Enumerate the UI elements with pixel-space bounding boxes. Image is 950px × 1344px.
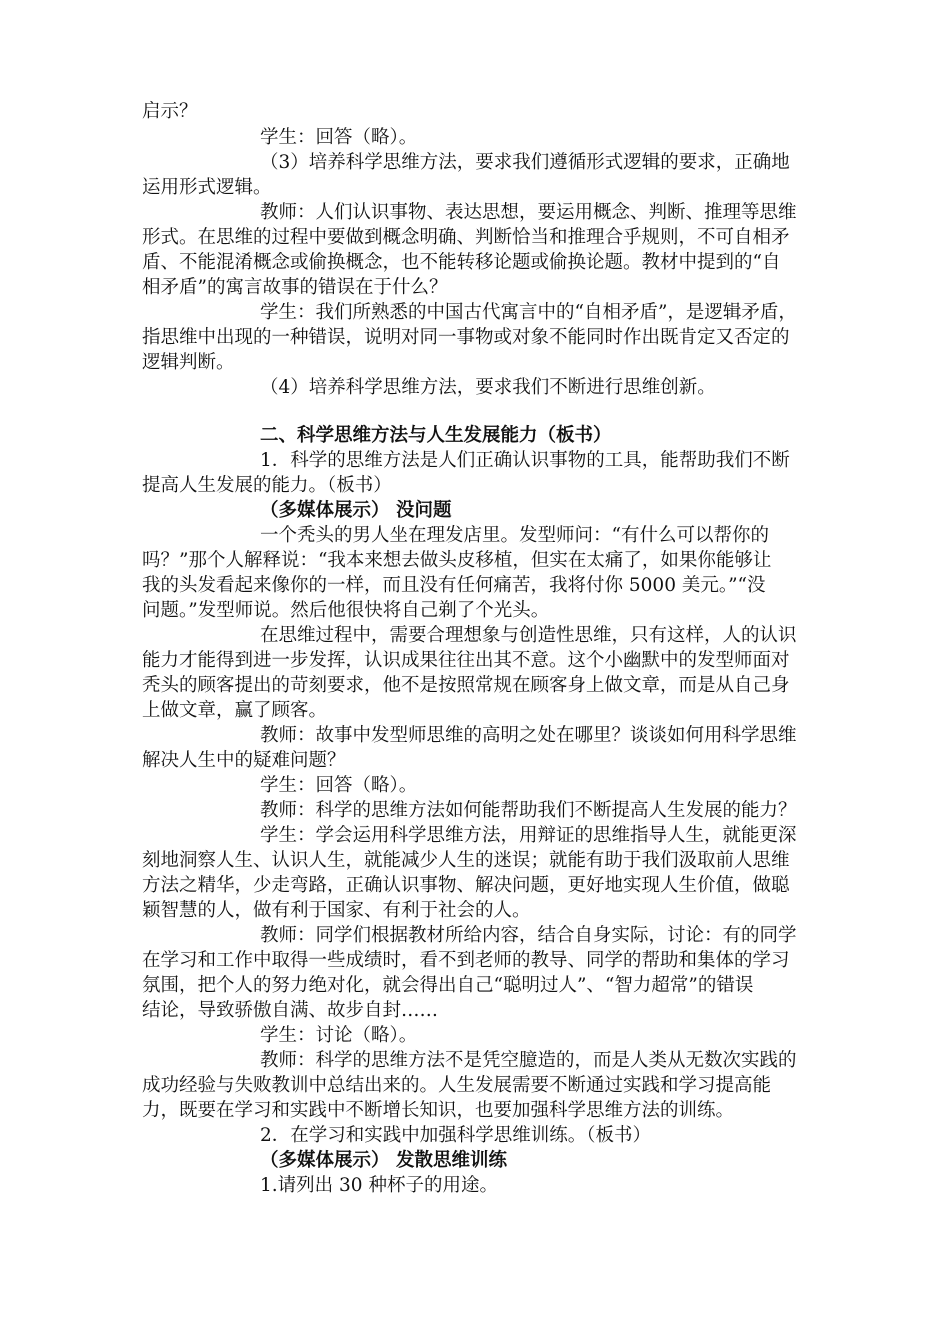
text-line: 教师：同学们根据教材所给内容，结合自身实际，讨论：有的同学 (260, 925, 797, 946)
text-line: 教师：科学的思维方法不是凭空臆造的，而是人类从无数次实践的 (260, 1050, 797, 1071)
text-line: 学生：回答（略）。 (260, 127, 418, 148)
text-line: 成功经验与失败教训中总结出来的。人生发展需要不断通过实践和学习提高能 (142, 1075, 772, 1096)
text-line: 1.请列出 30 种杯子的用途。 (260, 1175, 498, 1196)
text-line: 启示？ (142, 101, 198, 122)
text-line: 我的头发看起来像你的一样，而且没有任何痛苦，我将付你 5000 美元。”“没 (142, 575, 766, 596)
text-line: 逻辑判断。 (142, 352, 235, 373)
text-line: 解决人生中的疑难问题？ (142, 750, 346, 771)
text-line: 氛围，把个人的努力绝对化，就会得出自己“聪明过人”、“智力超常”的错误 (142, 975, 754, 996)
text-line: 提高人生发展的能力。（板书） (142, 475, 392, 496)
text-line: 颖智慧的人，做有利于国家、有利于社会的人。 (142, 900, 531, 921)
text-line: 问题。”发型师说。然后他很快将自己剃了个光头。 (142, 600, 550, 621)
text-line: （3）培养科学思维方法，要求我们遵循形式逻辑的要求，正确地 (260, 152, 790, 173)
text-line: 教师：故事中发型师思维的高明之处在哪里？谈谈如何用科学思维 (260, 725, 797, 746)
text-line: 吗？”那个人解释说：“我本来想去做头皮移植，但实在太痛了，如果你能够让 (142, 550, 772, 571)
text-line: 学生：回答（略）。 (260, 775, 418, 796)
text-line: 秃头的顾客提出的苛刻要求，他不是按照常规在顾客身上做文章，而是从自己身 (142, 675, 790, 696)
text-line: 一个秃头的男人坐在理发店里。发型师问：“有什么可以帮你的 (260, 525, 769, 546)
text-line: 盾、不能混淆概念或偷换概念，也不能转移论题或偷换论题。教材中提到的“自 (142, 252, 781, 273)
text-line: 学生：讨论（略）。 (260, 1025, 418, 1046)
text-line: 2．在学习和实践中加强科学思维训练。（板书） (260, 1125, 652, 1146)
section-heading: 二、科学思维方法与人生发展能力（板书） (260, 425, 612, 446)
text-line: 在学习和工作中取得一些成绩时，看不到老师的教导、同学的帮助和集体的学习 (142, 950, 790, 971)
text-line: 教师：人们认识事物、表达思想，要运用概念、判断、推理等思维 (260, 202, 797, 223)
text-line: 在思维过程中，需要合理想象与创造性思维，只有这样，人的认识 (260, 625, 797, 646)
text-line: 1．科学的思维方法是人们正确认识事物的工具，能帮助我们不断 (260, 450, 790, 471)
multimedia-heading: （多媒体展示） 发散思维训练 (260, 1150, 507, 1171)
multimedia-heading: （多媒体展示） 没问题 (260, 500, 452, 521)
text-line: 学生：学会运用科学思维方法，用辩证的思维指导人生，就能更深 (260, 825, 797, 846)
text-line: 能力才能得到进一步发挥，认识成果往往出其不意。这个小幽默中的发型师面对 (142, 650, 790, 671)
text-line: 教师：科学的思维方法如何能帮助我们不断提高人生发展的能力？ (260, 800, 797, 821)
text-line: 方法之精华，少走弯路，正确认识事物、解决问题，更好地实现人生价值，做聪 (142, 875, 790, 896)
text-line: 力，既要在学习和实践中不断增长知识，也要加强科学思维方法的训练。 (142, 1100, 735, 1121)
text-line: 上做文章，赢了顾客。 (142, 700, 328, 721)
text-line: 形式。在思维的过程中要做到概念明确、判断恰当和推理合乎规则，不可自相矛 (142, 227, 790, 248)
text-line: 刻地洞察人生、认识人生，就能减少人生的迷误；就能有助于我们汲取前人思维 (142, 850, 790, 871)
text-line: 相矛盾”的寓言故事的错误在于什么？ (142, 277, 448, 298)
text-line: 指思维中出现的一种错误，说明对同一事物或对象不能同时作出既肯定又否定的 (142, 327, 790, 348)
text-line: 学生：我们所熟悉的中国古代寓言中的“自相矛盾”，是逻辑矛盾， (260, 302, 797, 323)
text-line: 运用形式逻辑。 (142, 177, 272, 198)
text-line: 结论，导致骄傲自满、故步自封…… (142, 1000, 439, 1021)
text-line: （4）培养科学思维方法，要求我们不断进行思维创新。 (260, 377, 716, 398)
